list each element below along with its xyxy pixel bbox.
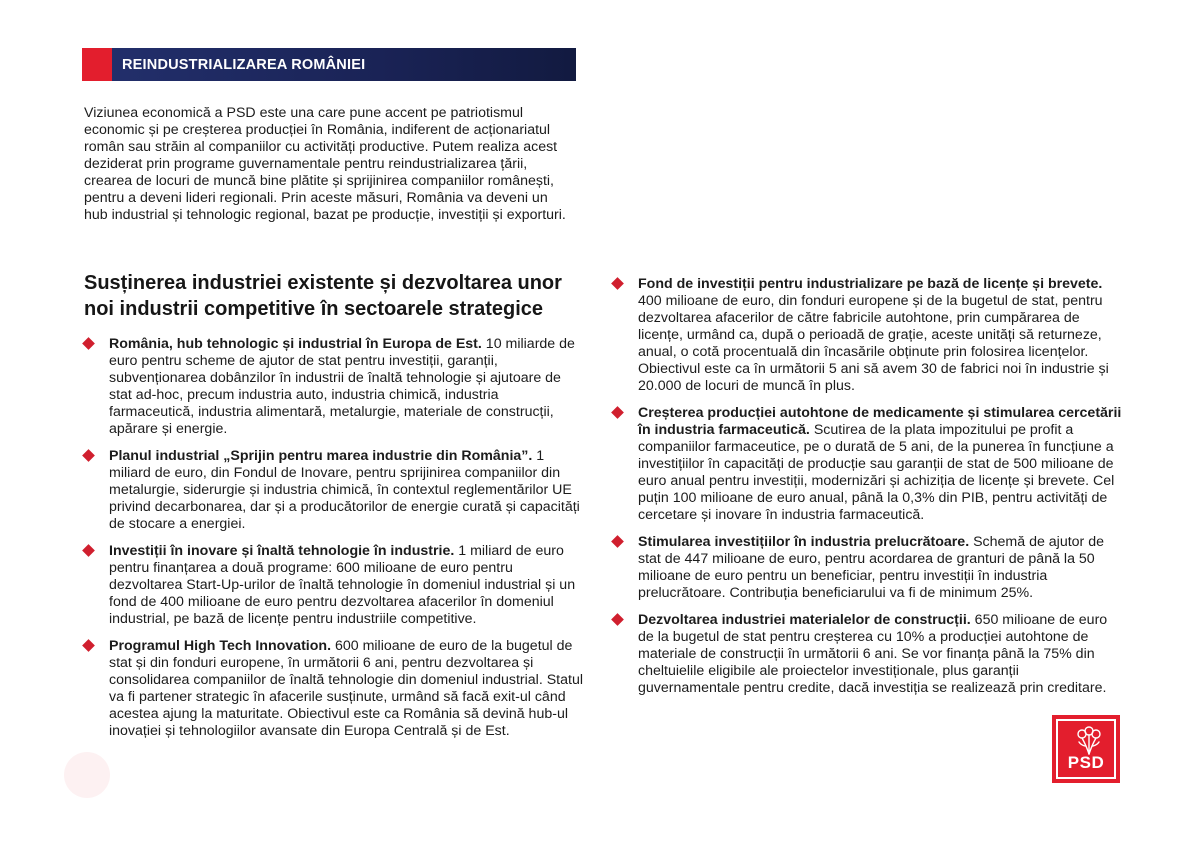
- bullet-text: 650 milioane de euro de la bugetul de stat pentru creșterea cu 10% a producției autohtone de materiale de construcții în următorii 6 ani. Se vor finanța până la 75% din cheltuielile eligibile ale proiectelor investiționale, plus garanții guvernamentale pentru credite, dacă investiția se realizează prin creditare.: [638, 612, 1108, 696]
- bullet-item: [613, 276, 1123, 395]
- bullet-item: [84, 543, 586, 628]
- bullet-item: [613, 612, 1123, 697]
- bullet-text: 600 milioane de euro de la bugetul de stat și din fonduri europene, în următorii 6 ani, pentru dezvoltarea și consolidarea companiilor de înaltă tehnologie din domeniul industrial. Statul va fi partener strategic în afacerile susținute, urmând să facă exit-ul când acestea ajung la maturitate. Obiectivul este ca România să devină hub-ul inovației și tehnologiilor avansate din Europa Centrală și de Est.: [109, 638, 583, 739]
- bullet-title: Stimularea investițiilor în industria prelucrătoare.: [638, 534, 970, 550]
- bullet-item: [84, 448, 586, 533]
- left-bullet-list: [84, 336, 586, 740]
- decorative-circle: [64, 752, 110, 798]
- section-title: REINDUSTRIALIZAREA ROMÂNIEI: [122, 56, 366, 73]
- bullet-item: [84, 638, 586, 740]
- diamond-bullet-icon: [82, 639, 95, 652]
- diamond-bullet-icon: [82, 337, 95, 350]
- bullet-title: România, hub tehnologic și industrial în Europa de Est.: [109, 336, 482, 352]
- bullet-text: 1 miliard de euro, din Fondul de Inovare, pentru sprijinirea companiilor din metalurgie, siderurgie și industria chimică, în contextul reglementărilor UE privind decarbonarea, dar și a producătorilor de energie curată și capacități de stocare a energiei.: [109, 448, 580, 532]
- diamond-bullet-icon: [82, 544, 95, 557]
- bullet-title: Programul High Tech Innovation.: [109, 638, 332, 654]
- bullet-title: Fond de investiții pentru industrializare pe bază de licențe și brevete.: [638, 276, 1103, 292]
- bullet-text: Scutirea de la plata impozitului pe profit a companiilor farmaceutice, pe o durată de 5 ani, de la punerea în funcțiune a investițiilor în capacități de producție sau garanții de stat de 500 milioane de euro anual pentru investiții, modernizări și achiziția de licențe și brevete. Cel puțin 100 milioane de euro anual, până la 0,3% din PIB, pentru activități de cercetare și inovare în industria farmaceutică.: [638, 422, 1115, 523]
- bullet-text: 10 miliarde de euro pentru scheme de ajutor de stat pentru investiții, garanții, subvenționarea dobânzilor în industrii de înaltă tehnologie și ajutoare de stat ad-hoc, precum industria auto, industria chimică, industria farmaceutică, industria alimentară, metalurgie, materiale de construcții, apărare și energie.: [109, 336, 575, 437]
- diamond-bullet-icon: [82, 449, 95, 462]
- rose-icon: [1073, 726, 1105, 756]
- right-column: [613, 276, 1123, 707]
- bullet-item: [613, 534, 1123, 602]
- right-bullet-list: [613, 276, 1123, 697]
- bullet-title: Dezvoltarea industriei materialelor de construcții.: [638, 612, 971, 628]
- diamond-bullet-icon: [611, 535, 624, 548]
- section-heading: Susținerea industriei existente și dezvoltarea unor noi industrii competitive în sectoarele strategice: [84, 272, 562, 320]
- intro-paragraph: Viziunea economică a PSD este una care pune accent pe patriotismul economic și pe creșterea producției în România, indiferent de acționariatul român sau străin al companiilor cu activități productive. Putem realiza acest deziderat prin programe guvernamentale pentru reindustrializarea țării, crearea de locuri de muncă bine plătite și sprijinirea companiilor românești, pentru a deveni lideri regionali. Prin aceste măsuri, România va deveni un hub industrial și tehnologic regional, bazat pe producție, investiții și exporturi.: [84, 105, 566, 223]
- header-red-accent: [82, 48, 112, 81]
- bullet-text: Schemă de ajutor de stat de 447 milioane de euro, pentru acordarea de granturi de până la 50 milioane de euro pentru un beneficiar, pentru investiții în industria prelucrătoare. Contribuția beneficiarului va fi de minimum 25%.: [638, 534, 1105, 601]
- bullet-text: 1 miliard de euro pentru finanțarea a două programe: 600 milioane de euro pentru dezvoltarea Start-Up-urilor de înaltă tehnologie în domeniul industrial și un fond de 400 milioane de euro pentru dezvoltarea afacerilor în domeniul industrial, pe bază de licențe pentru industriile competitive.: [109, 543, 576, 627]
- bullet-text: 400 milioane de euro, din fonduri europene și de la bugetul de stat, pentru dezvoltarea afacerilor de către fabricile autohtone, prin cumpărarea de licențe, urmând ca, după o perioadă de grație, aceste unități să returneze, anual, o cotă procentuală din încasările obținute prin folosirea licențelor. Obiectivul este ca în următorii 5 ani să avem 30 de fabrici noi în industrie și 20.000 de locuri de muncă în plus.: [638, 293, 1109, 394]
- diamond-bullet-icon: [611, 406, 624, 419]
- bullet-title: Creșterea producției autohtone de medicamente și stimularea cercetării în industria farmaceutică.: [638, 405, 1122, 438]
- psd-logo: [1052, 715, 1120, 783]
- bullet-title: Investiții în inovare și înaltă tehnologie în industrie.: [109, 543, 455, 559]
- bullet-title: Planul industrial „Sprijin pentru marea industrie din România”.: [109, 448, 533, 464]
- bullet-item: [84, 336, 586, 438]
- section-header-band: [82, 48, 576, 81]
- diamond-bullet-icon: [611, 277, 624, 290]
- logo-text: PSD: [1067, 753, 1105, 772]
- left-column: [84, 270, 586, 750]
- diamond-bullet-icon: [611, 613, 624, 626]
- bullet-item: [613, 405, 1123, 524]
